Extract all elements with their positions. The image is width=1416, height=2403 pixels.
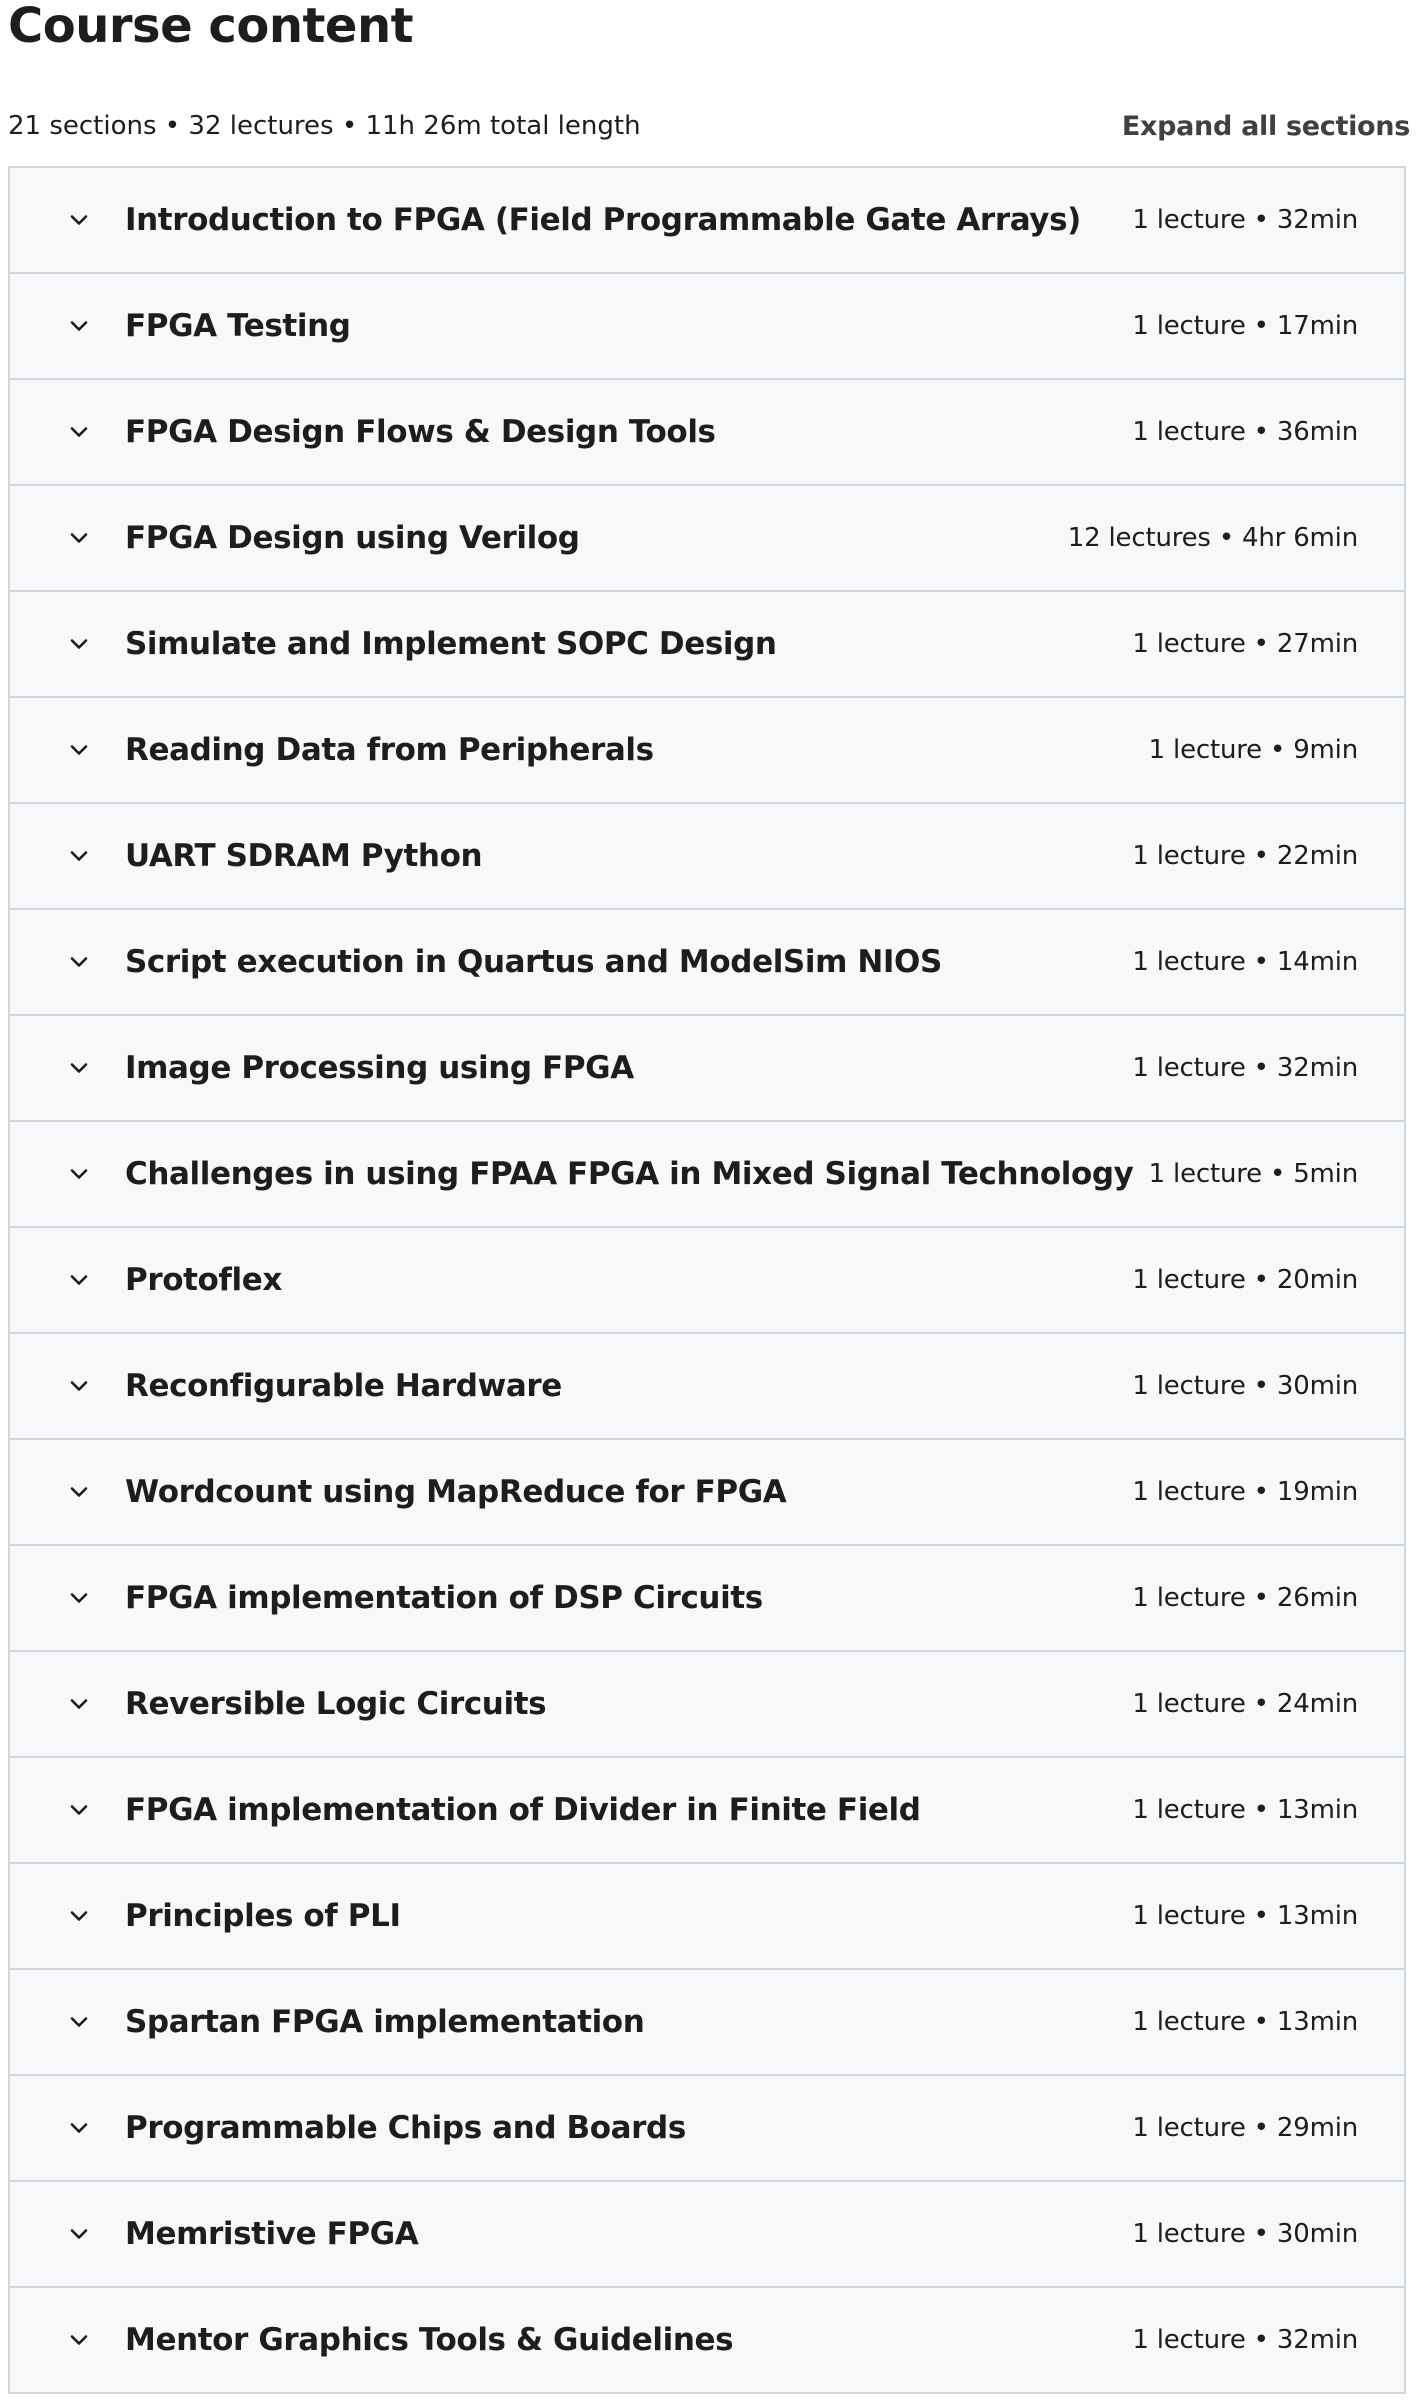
- section-row[interactable]: [10, 1440, 1404, 1546]
- section-row[interactable]: [10, 1228, 1404, 1334]
- section-lecture-count: 1 lecture • 9min: [1148, 735, 1358, 765]
- chevron-down-icon: [65, 1054, 93, 1082]
- section-row[interactable]: [10, 1122, 1404, 1228]
- chevron-down-icon: [65, 312, 93, 340]
- section-row[interactable]: [10, 168, 1404, 274]
- chevron-down-icon: [65, 2114, 93, 2142]
- chevron-down-icon: [65, 206, 93, 234]
- section-title: UART SDRAM Python: [125, 838, 483, 874]
- section-row[interactable]: [10, 274, 1404, 380]
- chevron-down-icon: [65, 948, 93, 976]
- section-title: FPGA Testing: [125, 308, 351, 344]
- course-summary-bar: [8, 108, 1410, 144]
- chevron-down-icon: [65, 2008, 93, 2036]
- chevron-down-icon: [65, 1796, 93, 1824]
- section-title: Reading Data from Peripherals: [125, 732, 654, 768]
- section-title: FPGA implementation of DSP Circuits: [125, 1580, 763, 1616]
- section-lecture-count: 1 lecture • 32min: [1132, 205, 1358, 235]
- section-title: Script execution in Quartus and ModelSim NIOS: [125, 944, 942, 980]
- chevron-down-icon: [65, 2220, 93, 2248]
- chevron-down-icon: [65, 1584, 93, 1612]
- section-lecture-count: 1 lecture • 13min: [1132, 1901, 1358, 1931]
- section-lecture-count: 1 lecture • 29min: [1132, 2113, 1358, 2143]
- section-row[interactable]: [10, 2288, 1404, 2392]
- chevron-down-icon: [65, 736, 93, 764]
- section-lecture-count: 1 lecture • 30min: [1132, 2219, 1358, 2249]
- section-lecture-count: 1 lecture • 17min: [1132, 311, 1358, 341]
- section-lecture-count: 12 lectures • 4hr 6min: [1067, 523, 1358, 553]
- chevron-down-icon: [65, 1372, 93, 1400]
- section-lecture-count: 1 lecture • 22min: [1132, 841, 1358, 871]
- section-title: FPGA Design using Verilog: [125, 520, 580, 556]
- chevron-down-icon: [65, 1266, 93, 1294]
- chevron-down-icon: [65, 842, 93, 870]
- section-row[interactable]: [10, 804, 1404, 910]
- section-title: FPGA Design Flows & Design Tools: [125, 414, 716, 450]
- section-row[interactable]: [10, 1652, 1404, 1758]
- chevron-down-icon: [65, 418, 93, 446]
- section-row[interactable]: [10, 1970, 1404, 2076]
- section-row[interactable]: [10, 2182, 1404, 2288]
- section-lecture-count: 1 lecture • 32min: [1132, 2325, 1358, 2355]
- page-title: Course content: [8, 0, 414, 54]
- section-title: Programmable Chips and Boards: [125, 2110, 686, 2146]
- section-title: Challenges in using FPAA FPGA in Mixed Signal Technology: [125, 1156, 1134, 1192]
- chevron-down-icon: [65, 524, 93, 552]
- chevron-down-icon: [65, 1478, 93, 1506]
- section-title: Protoflex: [125, 1262, 282, 1298]
- section-title: Simulate and Implement SOPC Design: [125, 626, 777, 662]
- section-lecture-count: 1 lecture • 26min: [1132, 1583, 1358, 1613]
- chevron-down-icon: [65, 1160, 93, 1188]
- section-row[interactable]: [10, 1864, 1404, 1970]
- course-summary: 21 sections • 32 lectures • 11h 26m total length: [8, 111, 641, 141]
- section-lecture-count: 1 lecture • 36min: [1132, 417, 1358, 447]
- section-row[interactable]: [10, 1546, 1404, 1652]
- section-lecture-count: 1 lecture • 32min: [1132, 1053, 1358, 1083]
- section-title: Introduction to FPGA (Field Programmable Gate Arrays): [125, 202, 1081, 238]
- section-row[interactable]: [10, 698, 1404, 804]
- section-row[interactable]: [10, 1016, 1404, 1122]
- section-lecture-count: 1 lecture • 27min: [1132, 629, 1358, 659]
- section-lecture-count: 1 lecture • 19min: [1132, 1477, 1358, 1507]
- section-lecture-count: 1 lecture • 24min: [1132, 1689, 1358, 1719]
- section-row[interactable]: [10, 1334, 1404, 1440]
- section-title: Reversible Logic Circuits: [125, 1686, 547, 1722]
- section-lecture-count: 1 lecture • 13min: [1132, 2007, 1358, 2037]
- section-title: FPGA implementation of Divider in Finite Field: [125, 1792, 921, 1828]
- section-title: Memristive FPGA: [125, 2216, 419, 2252]
- section-title: Mentor Graphics Tools & Guidelines: [125, 2322, 734, 2358]
- section-row[interactable]: [10, 2076, 1404, 2182]
- section-lecture-count: 1 lecture • 30min: [1132, 1371, 1358, 1401]
- section-lecture-count: 1 lecture • 14min: [1132, 947, 1358, 977]
- section-lecture-count: 1 lecture • 13min: [1132, 1795, 1358, 1825]
- section-row[interactable]: [10, 592, 1404, 698]
- section-title: Image Processing using FPGA: [125, 1050, 634, 1086]
- chevron-down-icon: [65, 1690, 93, 1718]
- section-row[interactable]: [10, 486, 1404, 592]
- section-title: Principles of PLI: [125, 1898, 401, 1934]
- section-row[interactable]: [10, 910, 1404, 1016]
- chevron-down-icon: [65, 1902, 93, 1930]
- expand-all-sections-button[interactable]: Expand all sections: [1121, 110, 1410, 142]
- chevron-down-icon: [65, 2326, 93, 2354]
- section-row[interactable]: [10, 1758, 1404, 1864]
- section-lecture-count: 1 lecture • 5min: [1148, 1159, 1358, 1189]
- sections-accordion: [8, 166, 1406, 2394]
- section-title: Reconfigurable Hardware: [125, 1368, 562, 1404]
- section-lecture-count: 1 lecture • 20min: [1132, 1265, 1358, 1295]
- section-title: Spartan FPGA implementation: [125, 2004, 645, 2040]
- section-row[interactable]: [10, 380, 1404, 486]
- chevron-down-icon: [65, 630, 93, 658]
- section-title: Wordcount using MapReduce for FPGA: [125, 1474, 787, 1510]
